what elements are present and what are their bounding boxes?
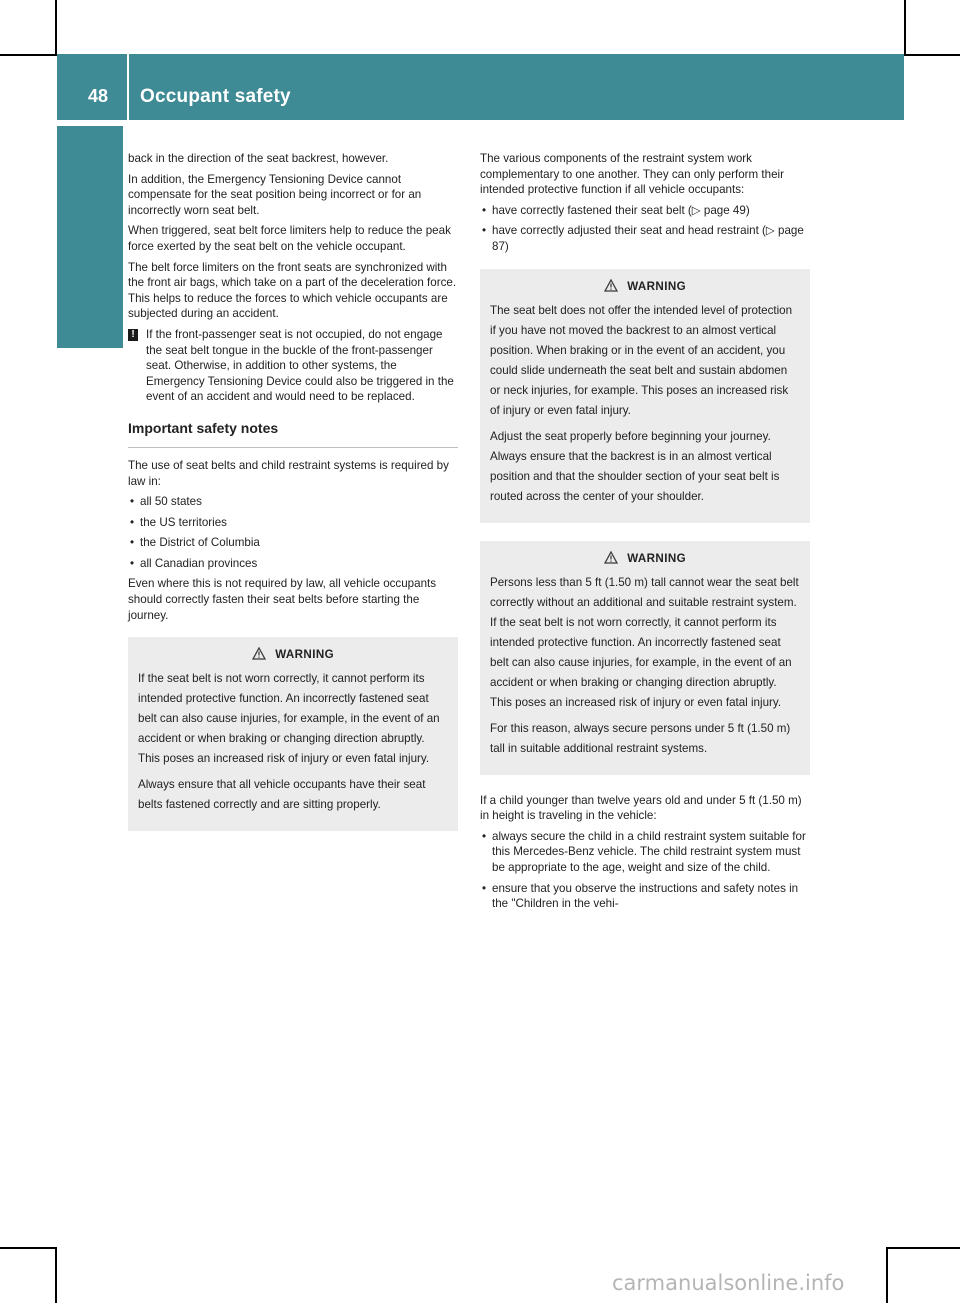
warning-title: WARNING: [627, 551, 687, 565]
crop-mark: [886, 1247, 888, 1303]
warning-triangle-icon: [604, 551, 618, 564]
warning-text: Persons less than 5 ft (1.50 m) tall cannot wear the seat belt correctly without an additional and suitable restraint system. If the seat belt is not worn correctly, it cannot perform its intended protective function. An incorrectly fastened seat belt can also cause injuries, for example, in the event of an accident or when braking or changing direction abruptly. This poses an increased risk of injury or even fatal injury.: [490, 575, 799, 709]
watermark: carmanualsonline.info: [612, 1271, 845, 1295]
paragraph: The belt force limiters on the front seats are synchronized with the front air bags, which take on a part of the deceleration force. This helps to reduce the forces to which vehicle occupants are subjected during an accident.: [128, 260, 457, 321]
paragraph: In addition, the Emergency Tensioning Device cannot compensate for the seat position being incorrect or for an incorrectly worn seat belt.: [128, 172, 422, 217]
warning-triangle-icon: [252, 647, 266, 660]
warning-box: [128, 637, 458, 831]
page-number: 48: [88, 86, 109, 106]
warning-text: For this reason, always secure persons under 5 ft (1.50 m) tall in suitable additional restraint systems.: [490, 721, 791, 755]
warning-triangle-icon: [604, 279, 618, 292]
law-list: [128, 494, 458, 571]
crop-mark: [0, 54, 56, 56]
crop-mark: [888, 1247, 960, 1249]
crop-mark: [55, 0, 57, 56]
warning-header: [490, 277, 800, 297]
list-item: • always secure the child in a child restraint system suitable for this Mercedes-Benz vehicle. The child restraint system must be appropriate to the age, weight and size of the child.: [480, 829, 810, 876]
occupant-list: [480, 203, 810, 255]
list-item: • the US territories: [128, 515, 458, 531]
note: [128, 327, 458, 405]
section-heading: Important safety notes: [128, 419, 279, 436]
child-list: [480, 829, 810, 912]
warning-text: Always ensure that all vehicle occupants have their seat belts fastened correctly and are sitting properly.: [138, 778, 426, 812]
paragraph: If a child younger than twelve years old and under 5 ft (1.50 m) in height is traveling in the vehicle:: [480, 793, 802, 823]
warning-text: Adjust the seat properly before beginning your journey. Always ensure that the backrest is in an almost vertical position and that the shoulder section of your seat belt is routed across the center of your shoulder.: [490, 429, 780, 503]
note-icon: !: [128, 329, 138, 341]
header-divider: [127, 54, 129, 120]
warning-box: [480, 541, 810, 775]
warning-text: The seat belt does not offer the intended level of protection if you have not moved the backrest to an almost vertical position. When braking or in the event of an accident, you could slide underneath the seat belt and sustain abdomen or neck injuries, for example. This poses an increased risk of injury or even fatal injury.: [490, 303, 793, 417]
list-item: • the District of Columbia: [128, 535, 458, 551]
note-text: If the front-passenger seat is not occupied, do not engage the seat belt tongue in the buckle of the front-passenger seat. Otherwise, in addition to other systems, the Emergency Tensioning Device could also be triggered in the event of an accident and would need to be replaced.: [146, 327, 454, 404]
warning-header: [490, 549, 800, 569]
crop-mark: [904, 0, 906, 56]
list-item: • ensure that you observe the instructions and safety notes in the "Children in the vehi-: [480, 881, 810, 912]
warning-header: [138, 645, 448, 665]
paragraph: Even where this is not required by law, all vehicle occupants should correctly fasten their seat belts before starting the journey.: [128, 577, 437, 622]
right-column: [480, 151, 810, 917]
section-tab-label: Safety: [79, 281, 100, 339]
list-item: • all Canadian provinces: [128, 556, 458, 572]
divider: [128, 447, 458, 448]
list-item: • have correctly fastened their seat belt (▷ page 49): [480, 203, 810, 219]
paragraph: When triggered, seat belt force limiters help to reduce the peak force exerted by the seat belt on the vehicle occupant.: [128, 224, 451, 253]
paragraph: back in the direction of the seat backrest, however.: [128, 152, 389, 165]
paragraph: The various components of the restraint system work complementary to one another. They can only perform their intended protective function if all vehicle occupants:: [480, 152, 784, 197]
crop-mark: [55, 1247, 57, 1303]
paragraph: The use of seat belts and child restraint systems is required by law in:: [128, 458, 449, 488]
page-title: Occupant safety: [140, 86, 291, 107]
list-item: • have correctly adjusted their seat and head restraint (▷ page 87): [480, 223, 810, 254]
crop-mark: [904, 54, 960, 56]
warning-box: [480, 269, 810, 523]
warning-text: If the seat belt is not worn correctly, it cannot perform its intended protective function. An incorrectly fastened seat belt can also cause injuries, for example, in the event of an accident or when braking or changing direction abruptly. This poses an increased risk of injury or even fatal injury.: [138, 672, 440, 766]
warning-title: WARNING: [275, 648, 335, 662]
list-item: • all 50 states: [128, 494, 458, 510]
crop-mark: [0, 1247, 56, 1249]
left-column: [128, 151, 458, 849]
warning-title: WARNING: [627, 279, 687, 293]
